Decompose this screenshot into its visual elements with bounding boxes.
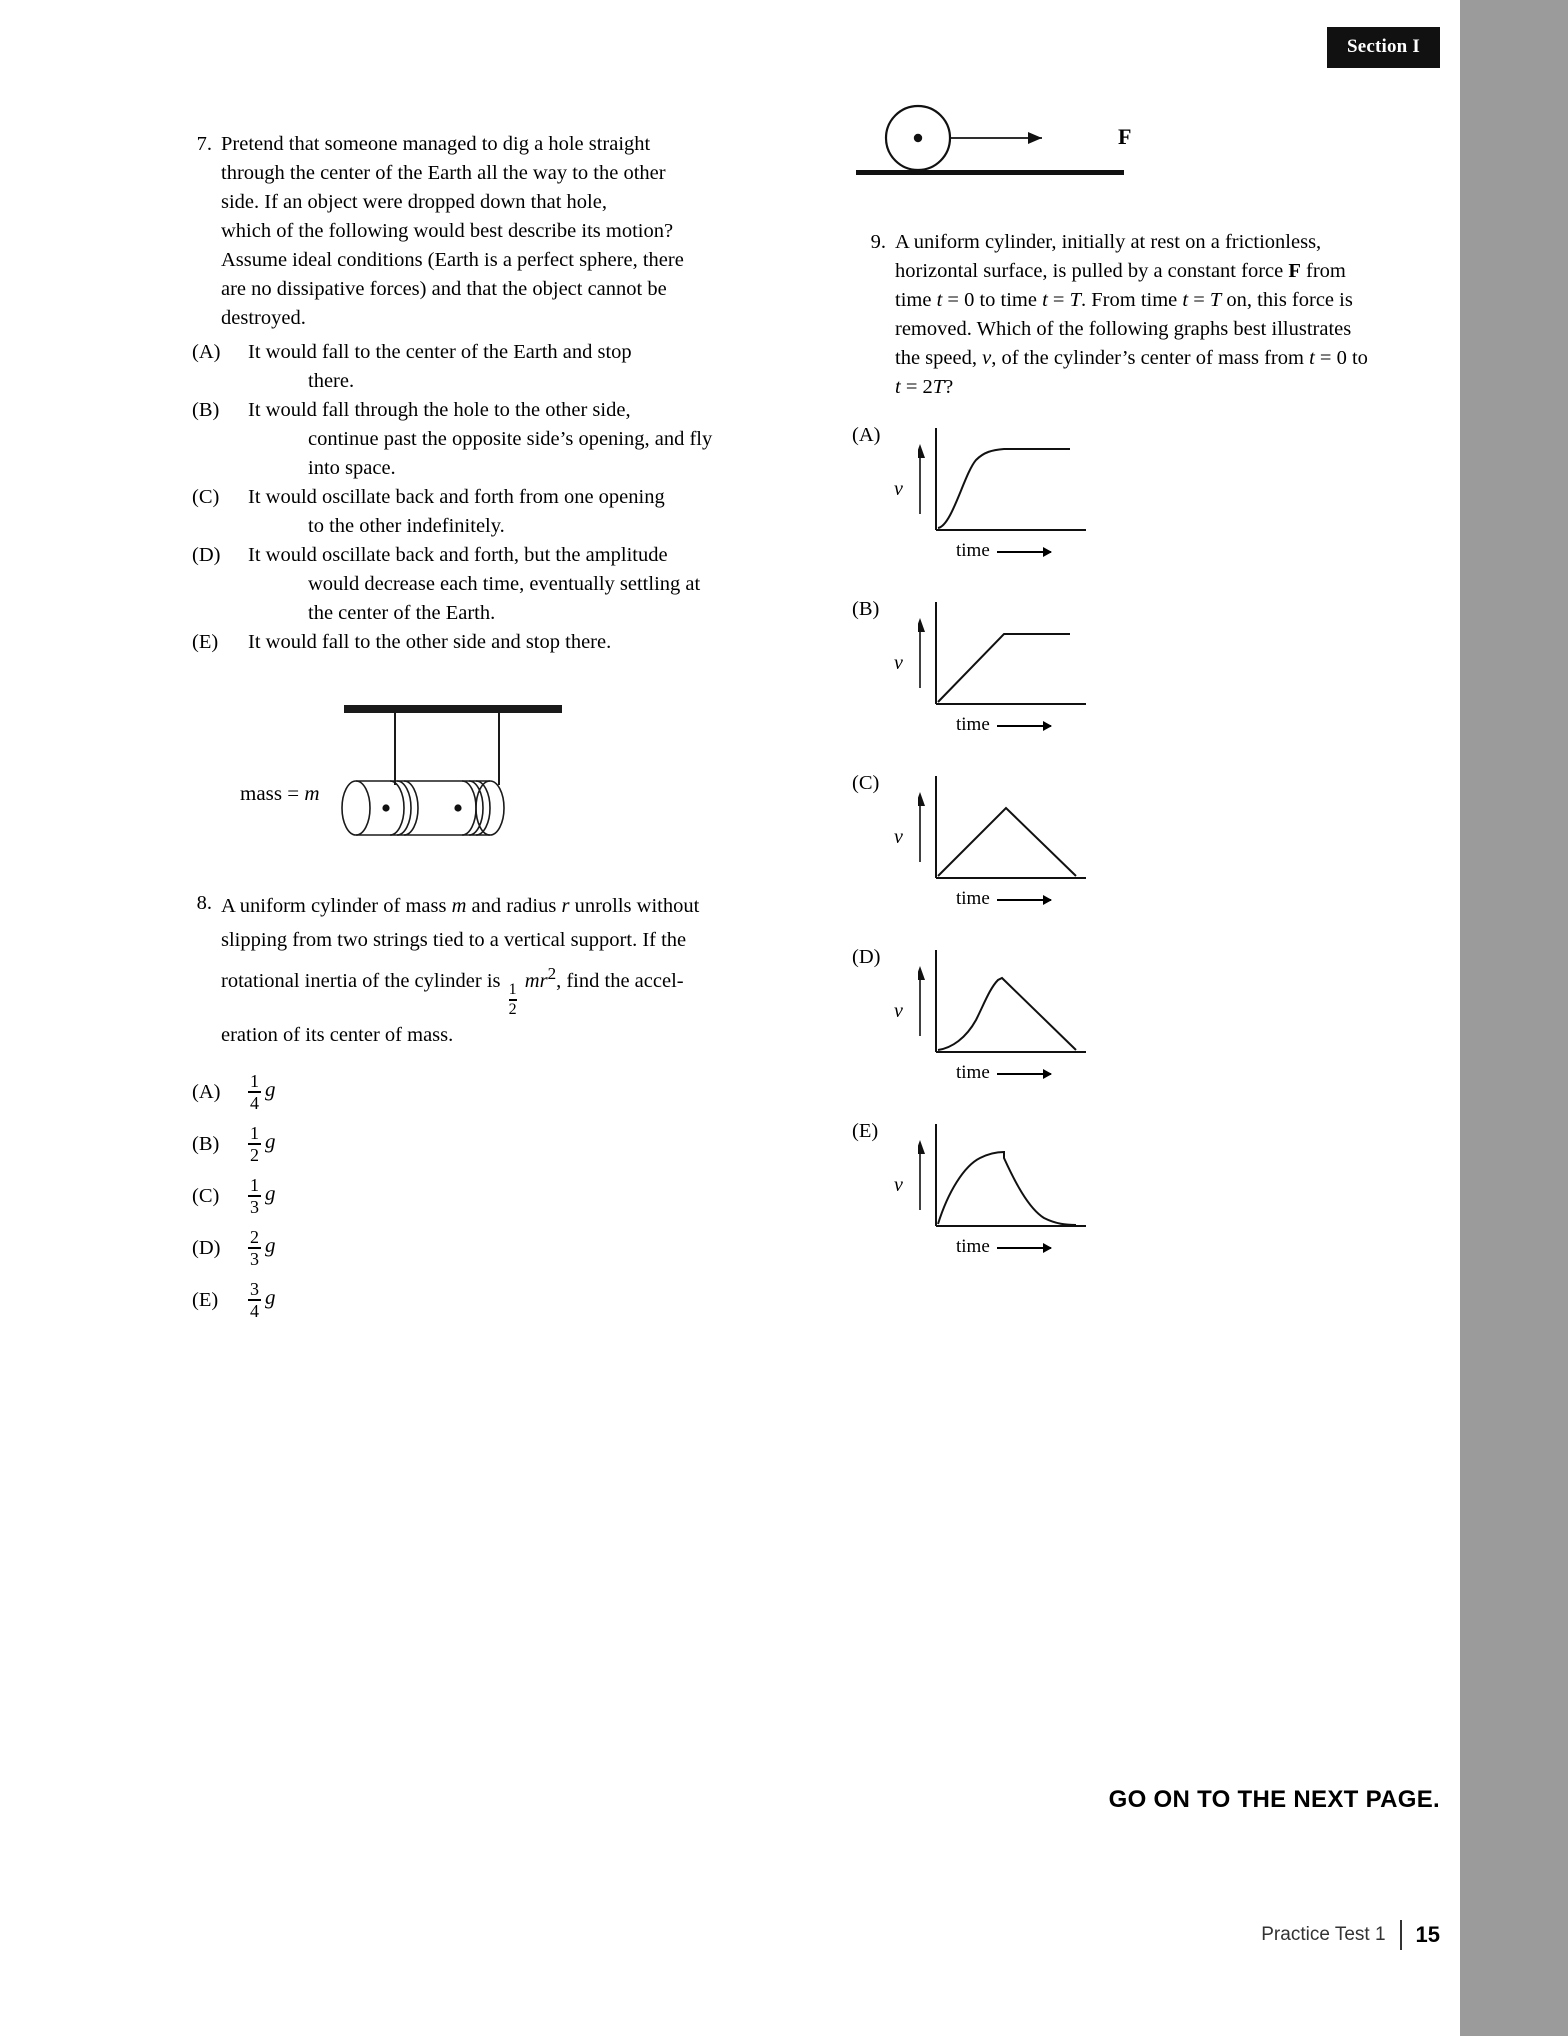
go-on-notice: GO ON TO THE NEXT PAGE.	[1108, 1786, 1440, 1813]
choice-c[interactable]	[178, 1170, 778, 1222]
stem-line: through the center of the Earth all the way to the other	[221, 162, 666, 184]
graph-choice-b-label: (B)	[852, 598, 880, 620]
choice-e-label: (E)	[192, 1288, 219, 1311]
choice-a-value	[248, 1072, 276, 1112]
mass-label	[240, 781, 320, 806]
fraction	[248, 1176, 261, 1216]
graph-c-y-label: v	[894, 826, 903, 848]
choice-b-value	[248, 1124, 276, 1164]
fraction	[248, 1124, 261, 1164]
stem-line: A uniform cylinder of mass m and radius r unrolls without	[221, 895, 700, 917]
fraction-numerator: 2	[250, 1226, 259, 1247]
question-7-choices	[178, 338, 778, 657]
question-8-choices	[178, 1066, 778, 1326]
cylinder-shape-icon	[338, 773, 538, 843]
stem-line: horizontal surface, is pulled by a constant force F from	[895, 260, 1346, 282]
left-column	[178, 130, 778, 1332]
force-label: F	[1118, 124, 1132, 149]
question-9-number: 9.	[870, 231, 886, 253]
question-9-choices	[852, 418, 1432, 1288]
fraction-denominator: 3	[250, 1196, 259, 1217]
graph-choice-c-label: (C)	[852, 772, 880, 794]
question-9	[852, 228, 1432, 402]
stem-line: rotational inertia of the cylinder is $\frac{1}{2}$ $mr^2$, find the accel-	[221, 964, 684, 1018]
graph-c-svg	[918, 766, 1118, 896]
fraction-denominator: 3	[250, 1248, 259, 1269]
stem-line: A uniform cylinder, initially at rest on a frictionless,	[895, 231, 1322, 253]
choice-e[interactable]	[178, 628, 778, 657]
page-footer	[1261, 1920, 1440, 1950]
x-axis-arrow-icon	[997, 551, 1051, 553]
choice-d-text	[248, 541, 778, 628]
choice-line: It would fall to the center of the Earth and stop	[248, 341, 632, 363]
choice-line: It would fall to the other side and stop there.	[248, 631, 612, 653]
choice-e-text	[248, 628, 778, 657]
stem-line: destroyed.	[221, 307, 306, 329]
choice-c-text	[248, 483, 778, 541]
mass-label-text: mass =	[240, 781, 305, 805]
graph-d-x-text: time	[956, 1062, 990, 1083]
graph-choice-d[interactable]	[852, 940, 1432, 1114]
choice-line: there.	[308, 370, 355, 392]
fraction-one-half: $\frac{1}{2}$	[508, 981, 517, 1018]
graph-e-y-label: v	[894, 1174, 903, 1196]
stem-line: side. If an object were dropped down that hole,	[221, 191, 607, 213]
mass-label-variable: m	[304, 781, 320, 805]
graph-a-x-text: time	[956, 540, 990, 561]
question-8-stem	[221, 889, 778, 1052]
section-tab: Section I	[1327, 27, 1440, 68]
graph-d-y-label: v	[894, 1000, 903, 1022]
question-8-number: 8.	[196, 892, 212, 914]
fraction-denominator: 2	[250, 1144, 259, 1165]
fraction-denominator: 4	[250, 1300, 259, 1321]
graph-d-x-label	[956, 1062, 1051, 1084]
choice-c-label: (C)	[192, 1184, 220, 1207]
variable-g: g	[265, 1180, 276, 1205]
graph-a-plot	[918, 418, 1118, 553]
graph-d-plot	[918, 940, 1118, 1075]
choice-line: It would oscillate back and forth from one opening	[248, 486, 665, 508]
choice-a-text	[248, 338, 778, 396]
stem-line: t = 2T?	[895, 376, 954, 398]
fraction	[248, 1280, 261, 1320]
stem-line: Pretend that someone managed to dig a hole straight	[221, 133, 651, 155]
stem-line: removed. Which of the following graphs best illustrates	[895, 318, 1352, 340]
stem-line: are no dissipative forces) and that the object cannot be	[221, 278, 667, 300]
choice-line: continue past the opposite side’s opening, and fly	[308, 428, 713, 450]
graph-b-svg	[918, 592, 1118, 722]
graph-c-plot	[918, 766, 1118, 901]
stem-line: slipping from two strings tied to a vertical support. If the	[221, 929, 687, 951]
fraction-numerator: 3	[250, 1278, 259, 1299]
stem-line: the speed, v, of the cylinder’s center of mass from t = 0 to	[895, 347, 1368, 369]
fraction-numerator: 1	[250, 1122, 259, 1143]
graph-choice-d-label: (D)	[852, 946, 881, 968]
choice-b-text	[248, 396, 778, 483]
fraction	[248, 1072, 261, 1112]
choice-d[interactable]	[178, 541, 778, 628]
fraction	[248, 1228, 261, 1268]
choice-a[interactable]	[178, 1066, 778, 1118]
choice-b[interactable]	[178, 1118, 778, 1170]
figure-hanging-cylinder	[178, 693, 778, 843]
stem-line: eration of its center of mass.	[221, 1024, 454, 1047]
graph-choice-b[interactable]	[852, 592, 1432, 766]
graph-choice-a[interactable]	[852, 418, 1432, 592]
graph-d-svg	[918, 940, 1118, 1070]
choice-d-label: (D)	[192, 544, 221, 566]
pulled-cylinder-diagram-icon	[856, 100, 1196, 210]
choice-line: into space.	[308, 457, 396, 479]
support-bar	[344, 705, 562, 713]
x-axis-arrow-icon	[997, 1247, 1051, 1249]
graph-a-y-label: v	[894, 478, 903, 500]
question-7-number: 7.	[196, 133, 212, 155]
choice-line: It would fall through the hole to the other side,	[248, 399, 631, 421]
question-7	[178, 130, 778, 657]
graph-b-y-label: v	[894, 652, 903, 674]
graph-b-x-label	[956, 714, 1051, 736]
graph-c-x-text: time	[956, 888, 990, 909]
choice-c-label: (C)	[192, 486, 220, 508]
graph-e-plot	[918, 1114, 1118, 1249]
variable-g: g	[265, 1284, 276, 1309]
graph-a-svg	[918, 418, 1118, 548]
x-axis-arrow-icon	[997, 1073, 1051, 1075]
question-9-stem	[895, 228, 1432, 402]
stem-line: which of the following would best describe its motion?	[221, 220, 674, 242]
right-column	[852, 124, 1432, 1288]
choice-c-value	[248, 1176, 276, 1216]
variable-g: g	[265, 1076, 276, 1101]
choice-d-value	[248, 1228, 276, 1268]
x-axis-arrow-icon	[997, 725, 1051, 727]
choice-a-label: (A)	[192, 1080, 221, 1103]
choice-b[interactable]	[178, 396, 778, 483]
figure-pulled-cylinder	[856, 100, 1416, 210]
choice-c[interactable]	[178, 483, 778, 541]
practice-test-label: Practice Test 1	[1261, 1924, 1386, 1945]
x-axis-arrow-icon	[997, 899, 1051, 901]
choice-e-value	[248, 1280, 276, 1320]
graph-e-x-label	[956, 1236, 1051, 1258]
choice-d-label: (D)	[192, 1236, 221, 1259]
page-number: 15	[1415, 1922, 1440, 1947]
choice-a-label: (A)	[192, 341, 221, 363]
choice-b-label: (B)	[192, 399, 220, 421]
graph-a-x-label	[956, 540, 1051, 562]
variable-g: g	[265, 1232, 276, 1257]
choice-line: It would oscillate back and forth, but the amplitude	[248, 544, 668, 566]
choice-line: would decrease each time, eventually settling at	[308, 573, 701, 595]
graph-choice-e-label: (E)	[852, 1120, 879, 1142]
fraction-denominator: 4	[250, 1092, 259, 1113]
footer-divider	[1400, 1920, 1402, 1950]
choice-line: to the other indefinitely.	[308, 515, 505, 537]
graph-choice-c[interactable]	[852, 766, 1432, 940]
fraction-numerator: 1	[250, 1174, 259, 1195]
stem-line: time t = 0 to time t = T. From time t = T on, this force is	[895, 289, 1353, 311]
page-gutter	[1460, 0, 1568, 2036]
choice-d[interactable]	[178, 1222, 778, 1274]
graph-b-x-text: time	[956, 714, 990, 735]
graph-choice-e[interactable]	[852, 1114, 1432, 1288]
graph-choice-a-label: (A)	[852, 424, 881, 446]
choice-line: the center of the Earth.	[308, 602, 496, 624]
graph-b-plot	[918, 592, 1118, 727]
question-8	[178, 889, 778, 1326]
graph-c-x-label	[956, 888, 1051, 910]
choice-e-label: (E)	[192, 631, 219, 653]
variable-g: g	[265, 1128, 276, 1153]
choice-e[interactable]	[178, 1274, 778, 1326]
question-7-stem	[221, 130, 778, 333]
graph-e-svg	[918, 1114, 1118, 1244]
fraction-numerator: 1	[250, 1070, 259, 1091]
stem-line: Assume ideal conditions (Earth is a perfect sphere, there	[221, 249, 684, 271]
choice-a[interactable]	[178, 338, 778, 396]
choice-b-label: (B)	[192, 1132, 220, 1155]
graph-e-x-text: time	[956, 1236, 990, 1257]
